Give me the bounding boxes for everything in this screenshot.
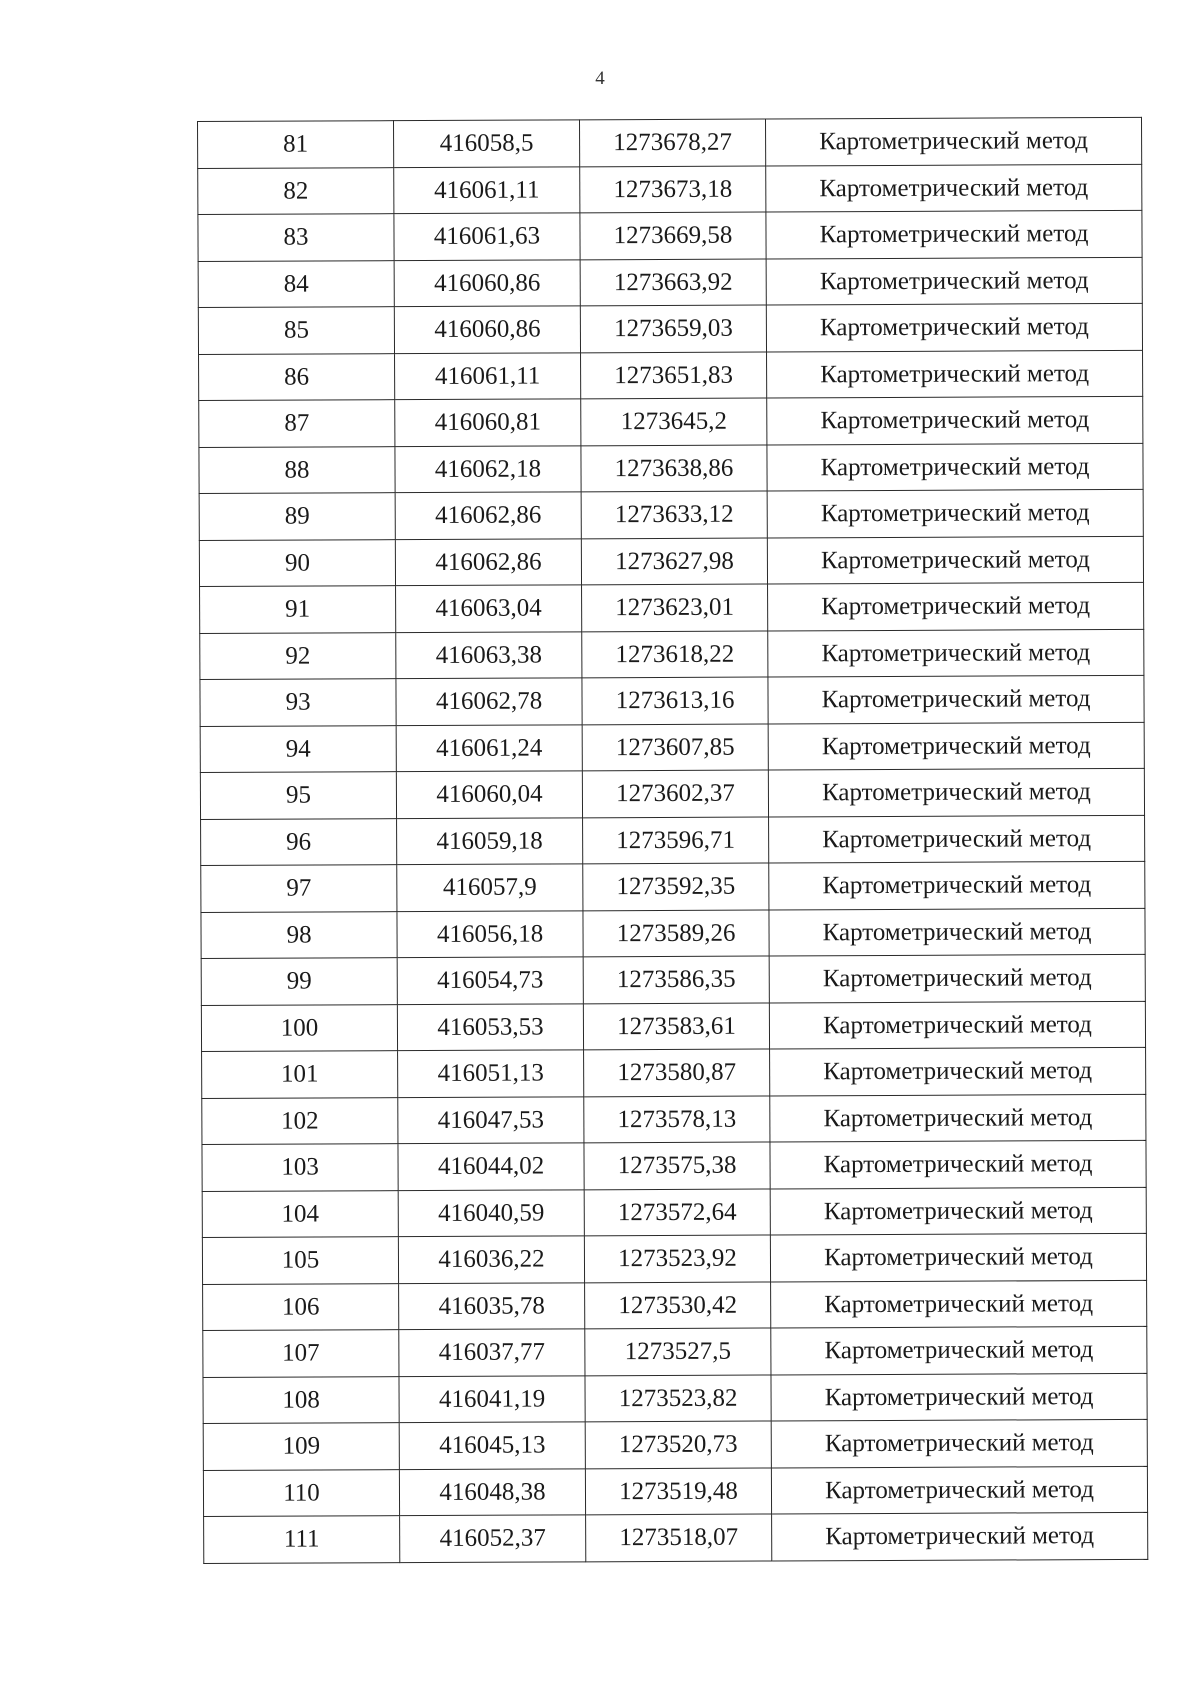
y-coordinate-cell: 1273663,92 [580, 259, 766, 306]
point-number-cell: 101 [202, 1051, 398, 1098]
y-coordinate-cell: 1273673,18 [580, 166, 766, 213]
table-row [203, 1466, 1147, 1517]
y-coordinate-cell: 1273602,37 [582, 770, 768, 817]
table-row [201, 908, 1145, 959]
method-cell: Картометрический метод [769, 908, 1145, 956]
y-coordinate-cell: 1273618,22 [582, 631, 768, 678]
table-row [203, 1419, 1147, 1470]
point-number-cell: 104 [202, 1190, 398, 1237]
y-coordinate-cell: 1273607,85 [582, 724, 768, 771]
y-coordinate-cell: 1273633,12 [581, 491, 767, 538]
x-coordinate-cell: 416056,18 [397, 910, 583, 957]
point-number-cell: 93 [200, 679, 396, 726]
table-row [200, 722, 1144, 773]
method-cell: Картометрический метод [766, 164, 1142, 212]
x-coordinate-cell: 416047,53 [398, 1096, 584, 1143]
x-coordinate-cell: 416054,73 [397, 957, 583, 1004]
y-coordinate-cell: 1273592,35 [583, 863, 769, 910]
y-coordinate-cell: 1273527,5 [585, 1328, 771, 1375]
x-coordinate-cell: 416061,11 [395, 352, 581, 399]
method-cell: Картометрический метод [771, 1326, 1147, 1374]
x-coordinate-cell: 416062,86 [395, 538, 581, 585]
y-coordinate-cell: 1273523,82 [585, 1375, 771, 1422]
table-row [201, 1001, 1145, 1052]
table-row [200, 675, 1144, 726]
y-coordinate-cell: 1273586,35 [583, 956, 769, 1003]
table-row [202, 1233, 1146, 1284]
method-cell: Картометрический метод [766, 210, 1142, 258]
x-coordinate-cell: 416061,11 [394, 166, 580, 213]
y-coordinate-cell: 1273651,83 [581, 352, 767, 399]
point-number-cell: 106 [203, 1283, 399, 1330]
point-number-cell: 103 [202, 1144, 398, 1191]
y-coordinate-cell: 1273589,26 [583, 910, 769, 957]
table-row [198, 210, 1142, 261]
x-coordinate-cell: 416061,24 [396, 724, 582, 771]
table-row [202, 1187, 1146, 1238]
point-number-cell: 107 [203, 1330, 399, 1377]
point-number-cell: 84 [198, 260, 394, 307]
point-number-cell: 94 [200, 725, 396, 772]
method-cell: Картометрический метод [768, 768, 1144, 816]
point-number-cell: 92 [200, 632, 396, 679]
x-coordinate-cell: 416053,53 [397, 1003, 583, 1050]
method-cell: Картометрический метод [769, 1001, 1145, 1049]
x-coordinate-cell: 416063,04 [396, 585, 582, 632]
y-coordinate-cell: 1273613,16 [582, 677, 768, 724]
point-number-cell: 96 [201, 818, 397, 865]
method-cell: Картометрический метод [770, 1187, 1146, 1235]
point-number-cell: 90 [199, 539, 395, 586]
point-number-cell: 109 [203, 1423, 399, 1470]
point-number-cell: 88 [199, 446, 395, 493]
point-number-cell: 111 [204, 1516, 400, 1563]
method-cell: Картометрический метод [769, 954, 1145, 1002]
x-coordinate-cell: 416036,22 [398, 1236, 584, 1283]
method-cell: Картометрический метод [771, 1466, 1147, 1514]
x-coordinate-cell: 416060,81 [395, 399, 581, 446]
x-coordinate-cell: 416063,38 [396, 631, 582, 678]
method-cell: Картометрический метод [767, 443, 1143, 491]
table-row [198, 164, 1142, 215]
point-number-cell: 97 [201, 865, 397, 912]
x-coordinate-cell: 416058,5 [394, 120, 580, 167]
y-coordinate-cell: 1273659,03 [580, 305, 766, 352]
method-cell: Картометрический метод [767, 350, 1143, 398]
point-number-cell: 86 [199, 353, 395, 400]
x-coordinate-cell: 416059,18 [397, 817, 583, 864]
method-cell: Картометрический метод [771, 1280, 1147, 1328]
point-number-cell: 105 [202, 1237, 398, 1284]
point-number-cell: 98 [201, 911, 397, 958]
method-cell: Картометрический метод [766, 303, 1142, 351]
point-number-cell: 81 [198, 121, 394, 168]
x-coordinate-cell: 416040,59 [398, 1189, 584, 1236]
table-row [199, 536, 1143, 587]
table-row [203, 1326, 1147, 1377]
y-coordinate-cell: 1273583,61 [583, 1003, 769, 1050]
x-coordinate-cell: 416060,86 [394, 306, 580, 353]
y-coordinate-cell: 1273530,42 [585, 1282, 771, 1329]
x-coordinate-cell: 416048,38 [399, 1468, 585, 1515]
method-cell: Картометрический метод [765, 117, 1141, 165]
table-row [203, 1373, 1147, 1424]
method-cell: Картометрический метод [768, 675, 1144, 723]
point-number-cell: 102 [202, 1097, 398, 1144]
x-coordinate-cell: 416060,86 [394, 259, 580, 306]
point-number-cell: 100 [201, 1004, 397, 1051]
table-row [198, 257, 1142, 308]
method-cell: Картометрический метод [768, 582, 1144, 630]
point-number-cell: 99 [201, 958, 397, 1005]
method-cell: Картометрический метод [771, 1419, 1147, 1467]
x-coordinate-cell: 416041,19 [399, 1375, 585, 1422]
page-number: 4 [595, 68, 605, 89]
table-row [201, 815, 1145, 866]
y-coordinate-cell: 1273572,64 [584, 1189, 770, 1236]
x-coordinate-cell: 416057,9 [397, 864, 583, 911]
x-coordinate-cell: 416052,37 [400, 1515, 586, 1562]
point-number-cell: 82 [198, 167, 394, 214]
point-number-cell: 85 [198, 307, 394, 354]
table-row [198, 303, 1142, 354]
point-number-cell: 91 [200, 586, 396, 633]
y-coordinate-cell: 1273623,01 [582, 584, 768, 631]
y-coordinate-cell: 1273669,58 [580, 212, 766, 259]
method-cell: Картометрический метод [770, 1094, 1146, 1142]
method-cell: Картометрический метод [767, 489, 1143, 537]
method-cell: Картометрический метод [767, 536, 1143, 584]
table-row [202, 1047, 1146, 1098]
table-row [198, 117, 1142, 168]
table-row [203, 1280, 1147, 1331]
point-number-cell: 110 [203, 1469, 399, 1516]
method-cell: Картометрический метод [766, 257, 1142, 305]
point-number-cell: 89 [199, 493, 395, 540]
x-coordinate-cell: 416051,13 [398, 1050, 584, 1097]
table-row [199, 443, 1143, 494]
method-cell: Картометрический метод [768, 629, 1144, 677]
table-row [201, 954, 1145, 1005]
x-coordinate-cell: 416045,13 [399, 1422, 585, 1469]
method-cell: Картометрический метод [771, 1373, 1147, 1421]
y-coordinate-cell: 1273520,73 [585, 1421, 771, 1468]
y-coordinate-cell: 1273578,13 [584, 1096, 770, 1143]
method-cell: Картометрический метод [772, 1512, 1148, 1560]
table-row [200, 629, 1144, 680]
y-coordinate-cell: 1273519,48 [585, 1468, 771, 1515]
x-coordinate-cell: 416062,78 [396, 678, 582, 725]
x-coordinate-cell: 416062,18 [395, 445, 581, 492]
coordinates-table [197, 117, 1148, 1564]
table-row [199, 350, 1143, 401]
method-cell: Картометрический метод [769, 815, 1145, 863]
x-coordinate-cell: 416044,02 [398, 1143, 584, 1190]
point-number-cell: 87 [199, 400, 395, 447]
x-coordinate-cell: 416035,78 [399, 1282, 585, 1329]
coordinates-table-body [198, 117, 1148, 1563]
table-row [200, 582, 1144, 633]
y-coordinate-cell: 1273627,98 [581, 538, 767, 585]
y-coordinate-cell: 1273523,92 [584, 1235, 770, 1282]
table-row [202, 1140, 1146, 1191]
method-cell: Картометрический метод [767, 396, 1143, 444]
y-coordinate-cell: 1273518,07 [586, 1514, 772, 1561]
x-coordinate-cell: 416037,77 [399, 1329, 585, 1376]
y-coordinate-cell: 1273638,86 [581, 445, 767, 492]
x-coordinate-cell: 416061,63 [394, 213, 580, 260]
method-cell: Картометрический метод [770, 1140, 1146, 1188]
y-coordinate-cell: 1273596,71 [583, 817, 769, 864]
method-cell: Картометрический метод [770, 1047, 1146, 1095]
table-row [201, 861, 1145, 912]
y-coordinate-cell: 1273678,27 [579, 119, 765, 166]
table-row [200, 768, 1144, 819]
table-row [199, 489, 1143, 540]
point-number-cell: 108 [203, 1376, 399, 1423]
y-coordinate-cell: 1273580,87 [584, 1049, 770, 1096]
y-coordinate-cell: 1273575,38 [584, 1142, 770, 1189]
x-coordinate-cell: 416062,86 [395, 492, 581, 539]
table-row [199, 396, 1143, 447]
y-coordinate-cell: 1273645,2 [581, 398, 767, 445]
table-row [204, 1512, 1148, 1563]
method-cell: Картометрический метод [768, 722, 1144, 770]
point-number-cell: 83 [198, 214, 394, 261]
x-coordinate-cell: 416060,04 [396, 771, 582, 818]
method-cell: Картометрический метод [770, 1233, 1146, 1281]
point-number-cell: 95 [200, 772, 396, 819]
table-row [202, 1094, 1146, 1145]
method-cell: Картометрический метод [769, 861, 1145, 909]
